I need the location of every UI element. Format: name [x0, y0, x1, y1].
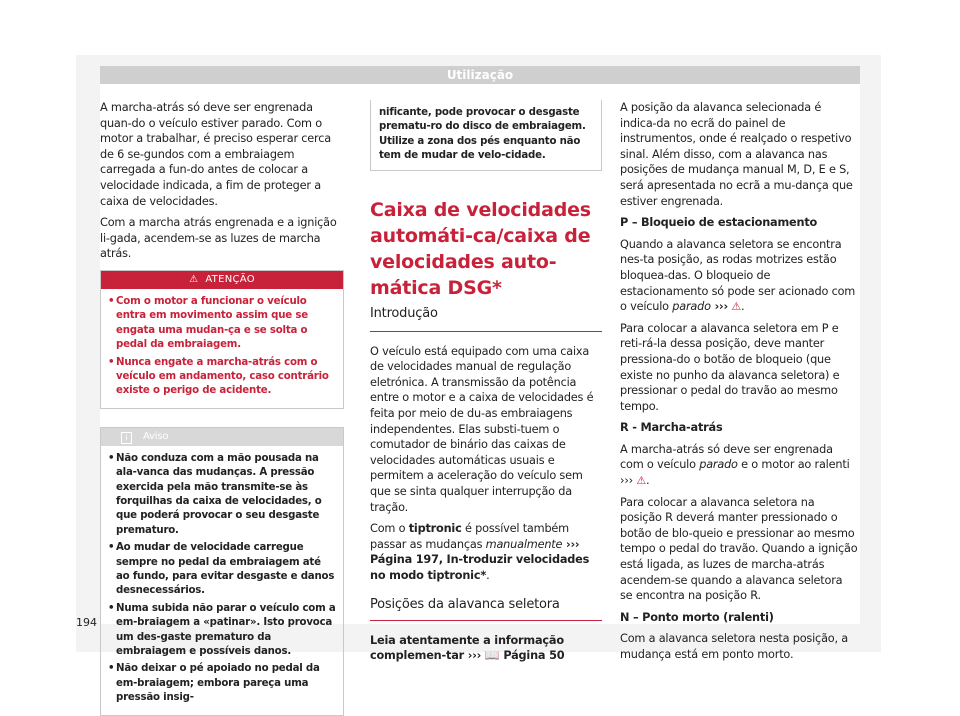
- bullet-icon: •: [108, 452, 115, 464]
- paragraph: Para colocar a alavanca seletora em P e reti-rá-la dessa posição, deve manter pressiona-do o botão de bloqueio (que existe no punho da alavanca seletora) e pressionar o pedal do travão ao mesmo tempo.: [620, 321, 840, 413]
- subsection-title: Posições da alavanca seletora: [370, 596, 560, 612]
- note-continuation: nificante, pode provocar o desgaste prematu-ro do disco de embraiagem. Utilize a zona dos pés enquanto não tem de mudar de velo-cidade.: [370, 100, 602, 171]
- column-left: [100, 100, 344, 716]
- paragraph: A marcha-atrás só deve ser engrenada com o veículo parado e o motor ao ralenti ››› ⚠.: [620, 442, 850, 488]
- warning-icon: ⚠: [636, 474, 647, 488]
- paragraph: Quando a alavanca seletora se encontra nes-ta posição, as rodas motrizes estão bloquea-das. O bloqueio de estacionamento só pode ser acionado com o veículo parado ››› ⚠.: [620, 237, 856, 314]
- warning-header: [101, 271, 343, 289]
- list-item: • Nunca engate a marcha-atrás com o veículo em andamento, caso contrário existe o perigo de acidente.: [108, 356, 329, 397]
- page-link[interactable]: Página 50: [503, 649, 565, 663]
- paragraph: A marcha-atrás só deve ser engrenada quan-do o veículo estiver parado. Com o motor a trabalhar, é preciso esperar cerca de 6 se-gundos com a embraiagem carregada a fun-do antes de colocar a velocidade indicada, a fim de proteger a caixa de velocidades.: [100, 101, 331, 208]
- paragraph: Para colocar a alavanca seletora na posição R deverá manter pressionado o botão de blo-queio e pressionar ao mesmo tempo o pedal do travão. Quando a ignição está ligada, as luzes de marcha-atrás acendem-se quando a alavanca seletora se encontra na posição R.: [620, 495, 858, 603]
- paragraph: Com a marcha atrás engrenada e a ignição li-gada, acendem-se as luzes de marcha atrás.: [100, 216, 337, 261]
- note-header: [101, 428, 343, 446]
- section-title: Caixa de velocidades automáti-ca/caixa de velocidades auto-mática DSG*: [370, 198, 591, 299]
- bullet-icon: •: [108, 602, 115, 614]
- bullet-icon: •: [108, 663, 115, 675]
- warning-icon: ⚠: [731, 300, 742, 314]
- warning-box: [100, 270, 344, 409]
- read-more: Leia atentamente a informação complemen-tar ››› 📖 Página 50: [370, 633, 565, 663]
- list-item: • Numa subida não parar o veículo com a em-braiagem a «patinar». Isto provoca um des-gaste prematuro da embraiagem e possíveis danos.: [108, 602, 336, 658]
- paragraph: Com o tiptronic é possível também passar as mudanças manualmente ››› Página 197, In-troduzir velocidades no modo tiptronic*.: [370, 522, 590, 582]
- bullet-icon: •: [108, 356, 115, 368]
- note-box: [100, 427, 344, 716]
- heading: R - Marcha-atrás: [620, 421, 723, 435]
- page-link[interactable]: ››› Página 197, In-troduzir velocidades no modo tiptronic*: [370, 537, 590, 582]
- divider: [370, 331, 602, 332]
- column-right: [620, 100, 858, 669]
- paragraph: A posição da alavanca selecionada é indica-da no ecrã do painel de instrumentos, onde é realçado o respetivo sinal. Além disso, com a alavanca nas posições de mudança manual M, D, E e S, será apresentada no ecrã a mu-dança que estiver engrenada.: [620, 101, 853, 208]
- subsection-title: Introdução: [370, 305, 438, 321]
- bullet-icon: •: [108, 542, 115, 554]
- info-icon: i: [121, 432, 132, 444]
- list-item: • Com o motor a funcionar o veículo entra em movimento assim que se engata uma mudan-ça e se solta o pedal da embraiagem.: [108, 295, 308, 351]
- list-item: • Não conduza com a mão pousada na ala-vanca das mudanças. A pressão exercida pela mão transmite-se às forquilhas da caixa de velocidades, o que poderá provocar o seu desgaste prematuro.: [108, 452, 322, 536]
- warning-icon: ⚠: [189, 273, 199, 285]
- list-item: • Ao mudar de velocidade carregue sempre no pedal da embraiagem até ao fundo, para evitar desgaste e danos desnecessários.: [108, 542, 335, 597]
- paragraph: O veículo está equipado com uma caixa de velocidades manual de regulação eletrónica. A transmissão da potência entre o motor e a caixa de velocidades é feita por meio de du-as embraiagens independentes. Elas substi-tuem o comutador de binário das caixas de velocidades automáticas usuais e permitem a aceleração do veículo sem que se sinta qualquer interrupção da tração.: [370, 344, 594, 514]
- divider: [370, 620, 602, 621]
- page-number: 194: [76, 616, 97, 629]
- bullet-icon: •: [108, 295, 115, 307]
- heading: N – Ponto morto (ralenti): [620, 610, 774, 624]
- note-title: Aviso: [142, 430, 169, 442]
- warning-title: ATENÇÃO: [205, 273, 255, 285]
- paragraph: Com a alavanca seletora nesta posição, a mudança está em ponto morto.: [620, 632, 849, 661]
- list-item: • Não deixar o pé apoiado no pedal da em-braiagem; embora pareça uma pressão insig-: [108, 663, 320, 704]
- page-content: [100, 84, 860, 704]
- page-header: Utilização: [100, 66, 860, 84]
- book-icon: 📖: [484, 648, 500, 663]
- column-middle: [370, 100, 602, 670]
- heading: P – Bloqueio de estacionamento: [620, 216, 818, 230]
